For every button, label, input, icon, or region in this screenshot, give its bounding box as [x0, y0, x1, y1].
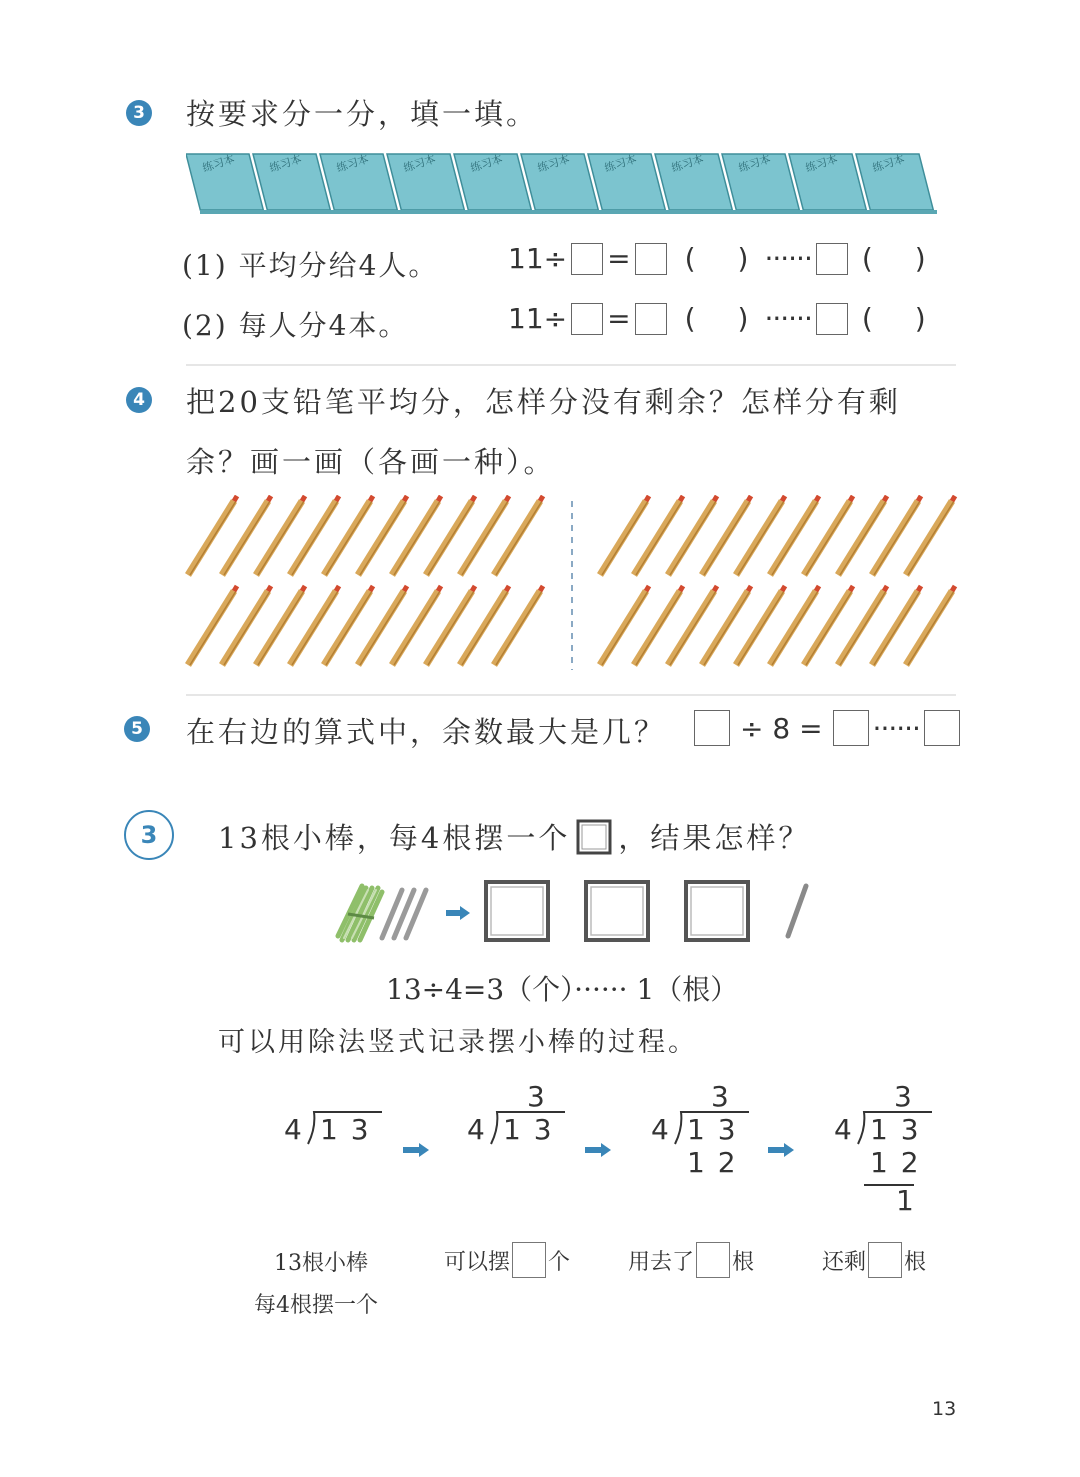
equation-remainder-max [690, 710, 964, 746]
square-shape-icon [574, 817, 614, 857]
divisor: 4 [834, 1113, 858, 1146]
equation-row-2 [508, 302, 926, 335]
sticks-illustration [326, 876, 826, 950]
remainder: 1 [896, 1184, 920, 1217]
notebook-icon [253, 151, 330, 210]
notebooks-base [200, 210, 937, 214]
arrow-right-icon [768, 1143, 798, 1157]
notebook-label: 练习本 [602, 152, 639, 175]
divisor: 4 [284, 1113, 308, 1146]
stick-bundle-icon [338, 886, 382, 940]
answer-box-remaining[interactable] [868, 1242, 902, 1278]
caption-sticks-total: 13根小棒 [274, 1251, 368, 1276]
dividend: 1 3 [687, 1113, 738, 1146]
answer-box-used[interactable] [696, 1242, 730, 1278]
notebook-label: 练习本 [803, 152, 840, 175]
sub-question-2-label: (2) 每人分4本。 [182, 309, 409, 342]
remainder-dots: ······ [764, 242, 812, 275]
quotient: 3 [527, 1080, 551, 1113]
notebook-label: 练习本 [401, 152, 438, 175]
answer-box-remainder[interactable] [816, 243, 848, 275]
answer-box-remainder[interactable] [924, 710, 960, 746]
page-number: 13 [932, 1398, 957, 1420]
section-divider [186, 694, 956, 696]
caption-remaining-post: 根 [904, 1249, 927, 1275]
arrow-right-icon [446, 906, 470, 920]
equation-row-1 [508, 242, 926, 275]
caption-can-make-post: 个 [548, 1249, 571, 1275]
quotient: 3 [711, 1080, 735, 1113]
paren-close: ) [914, 242, 926, 275]
notebook-icon [856, 151, 933, 210]
example-title-end: ，结果怎样？ [618, 821, 811, 855]
unit-blank[interactable] [700, 243, 734, 275]
answer-box-divisor[interactable] [571, 303, 603, 335]
arrow-right-icon [585, 1143, 615, 1157]
paren-open: ( [861, 242, 873, 275]
long-division-step [834, 1080, 924, 1220]
caption-remaining [822, 1242, 926, 1278]
remainder-dots: ······ [764, 302, 812, 335]
long-division-step [284, 1080, 374, 1220]
unit-blank[interactable] [877, 303, 911, 335]
answer-box-divisor[interactable] [571, 243, 603, 275]
caption-remaining-pre: 还剩 [822, 1249, 867, 1275]
example-note: 可以用除法竖式记录摆小棒的过程。 [218, 1027, 698, 1058]
example-title [218, 816, 810, 857]
stick-squares-icon [486, 882, 748, 940]
long-division-step [467, 1080, 557, 1220]
question-number-badge: 3 [126, 100, 152, 126]
example-title-text: 13根小棒，每4根摆一个 [218, 821, 571, 855]
answer-box-quotient[interactable] [833, 710, 869, 746]
dividend: 1 3 [320, 1113, 371, 1146]
paren-open: ( [684, 302, 696, 335]
notebook-icon [320, 151, 397, 210]
question-title-line1: 把20支铅笔平均分，怎样分没有剩余？怎样分有剩 [186, 385, 901, 419]
notebook-icon [588, 151, 665, 210]
notebook-label: 练习本 [267, 152, 304, 175]
answer-box-quotient[interactable] [635, 303, 667, 335]
notebooks-illustration [186, 150, 958, 216]
divisor: 4 [467, 1113, 491, 1146]
notebook-label: 练习本 [535, 152, 572, 175]
long-division-step [651, 1080, 741, 1220]
equals-sign: = [607, 302, 631, 335]
question-title-line2: 余？画一画（各画一种）。 [186, 445, 556, 479]
caption-used-post: 根 [732, 1249, 755, 1275]
paren-open: ( [861, 302, 873, 335]
sub-question-1-label: (1) 平均分给4人。 [182, 249, 439, 282]
notebook-label: 练习本 [200, 152, 237, 175]
question-number-badge: 4 [126, 387, 152, 413]
notebook-icon [454, 151, 531, 210]
question-number-badge: 5 [124, 716, 150, 742]
notebook-label: 练习本 [669, 152, 706, 175]
notebook-icon [722, 151, 799, 210]
product: 1 2 [687, 1146, 738, 1179]
paren-close: ) [914, 302, 926, 335]
question-title: 按要求分一分，填一填。 [186, 97, 539, 131]
dividend-text: 11÷ [508, 302, 568, 335]
single-sticks-icon [382, 890, 426, 938]
notebook-icon [789, 151, 866, 210]
example-equation: 13÷4=3（个）······ 1（根） [386, 973, 739, 1006]
example-number-badge: 3 [124, 810, 174, 860]
section-divider [186, 364, 956, 366]
unit-blank[interactable] [877, 243, 911, 275]
notebook-label: 练习本 [870, 152, 907, 175]
paren-close: ) [737, 302, 749, 335]
notebook-icon [186, 151, 263, 210]
divisor: 4 [651, 1113, 675, 1146]
divide-by-8-text: ÷ 8 = [740, 711, 823, 745]
leftover-stick-icon [788, 886, 806, 936]
answer-box-dividend[interactable] [694, 710, 730, 746]
arrow-right-icon [403, 1143, 433, 1157]
caption-each-four: 每4根摆一个 [254, 1293, 378, 1318]
dividend-text: 11÷ [508, 242, 568, 275]
equals-sign: = [607, 242, 631, 275]
notebook-icon [387, 151, 464, 210]
answer-box-quotient[interactable] [635, 243, 667, 275]
dividend: 1 3 [503, 1113, 554, 1146]
caption-used-pre: 用去了 [628, 1249, 695, 1275]
unit-blank[interactable] [700, 303, 734, 335]
answer-box-remainder[interactable] [816, 303, 848, 335]
notebook-label: 练习本 [736, 152, 773, 175]
quotient: 3 [894, 1080, 918, 1113]
answer-box-count[interactable] [512, 1242, 546, 1278]
notebook-icon [521, 151, 598, 210]
question-title: 在右边的算式中，余数最大是几？ [186, 715, 667, 749]
pencils-illustration [180, 495, 970, 680]
notebook-label: 练习本 [334, 152, 371, 175]
remainder-dots: ······ [872, 711, 920, 745]
paren-open: ( [684, 242, 696, 275]
caption-used [628, 1242, 754, 1278]
product: 1 2 [870, 1146, 921, 1179]
dividend: 1 3 [870, 1113, 921, 1146]
notebook-icon [655, 151, 732, 210]
caption-can-make [444, 1242, 570, 1278]
caption-can-make-pre: 可以摆 [444, 1249, 511, 1275]
paren-close: ) [737, 242, 749, 275]
notebook-label: 练习本 [468, 152, 505, 175]
